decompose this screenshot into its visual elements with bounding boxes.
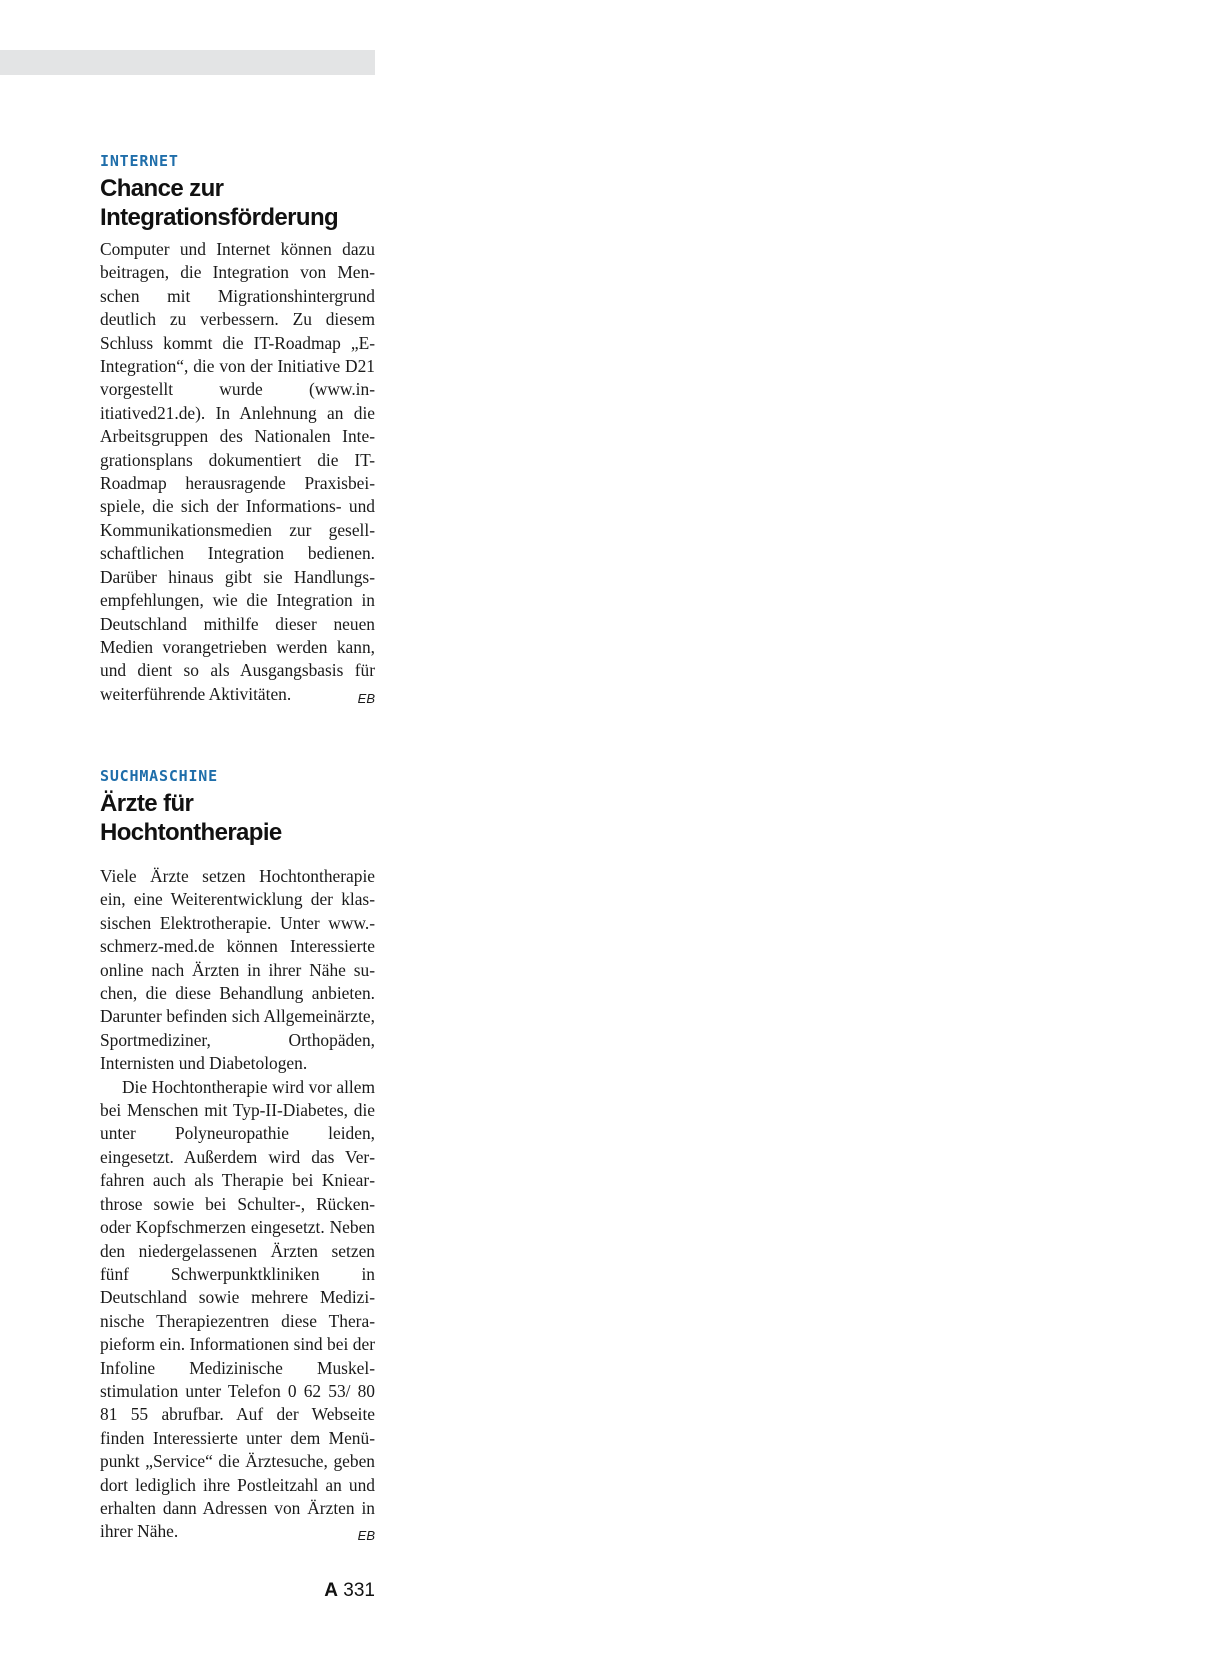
- author-signature: EB: [357, 1528, 375, 1544]
- page-number: [300, 1580, 375, 1602]
- article-kicker: SUCHMASCHINE: [100, 767, 218, 785]
- article-body-text: Computer und Internet können dazu beitragen, die Integration von Menschen mit Migrationshintergrund deutlich zu verbessern. Zu diesem Schluss kommt die IT-Roadmap „E-Integration“, die von der Initiative D21 vorgestellt wurde (www.initiatived21.de). In Anlehnung an die Arbeitsgruppen des Nationalen Integrationsplans dokumentiert die IT-Roadmap herausragende Praxisbeispiele, die sich der Informations- und Kommunikationsmedien zur gesellschaftlichen Integration bedienen. Darüber hinaus gibt sie Handlungsempfehlungen, wie die Integration in Deutschland mithilfe dieser neuen Medien vorangetrieben werden kann, und dient so als Ausgangsbasis für weiterführende Aktivitäten.: [100, 239, 375, 704]
- article-kicker: INTERNET: [100, 152, 179, 170]
- article-paragraph-1: Viele Ärzte setzen Hochtontherapie ein, eine Weiterentwicklung der klassischen Elektrotherapie. Unter www.schmerz-med.de können Interessierte online nach Ärzten in ihrer Nähe suchen, die diese Behandlung anbieten. Darunter befinden sich Allgemeinärzte, Sportmediziner, Orthopäden, Internisten und Diabetologen.: [100, 866, 375, 1074]
- article-paragraph-2: [100, 1076, 375, 1544]
- page-prefix: A: [324, 1580, 339, 1601]
- headline-line-2: Integrationsförderung: [100, 204, 339, 231]
- headline-line-2: Hochtontherapie: [100, 819, 282, 846]
- page-number-value: 331: [343, 1580, 375, 1601]
- article-headline: [100, 174, 375, 232]
- author-signature: EB: [357, 690, 375, 706]
- article-internet: [100, 152, 375, 710]
- article-paragraph-2-text: Die Hochtontherapie wird vor allem bei Menschen mit Typ-II-Diabetes, die unter Polyneuropathie leiden, eingesetzt. Außerdem wird das Verfahren auch als Therapie bei Kniearthrose sowie bei Schulter-, Rücken- oder Kopfschmerzen eingesetzt. Neben den niedergelassenen Ärzten setzen fünf Schwerpunktkliniken in Deutschland sowie mehrere Medizinische Therapiezentren diese Therapieform ein. Informationen sind bei der Infoline Medizinische Muskelstimulation unter Telefon 0 62 53/ 80 81 55 abrufbar. Auf der Webseite finden Interessierte unter dem Menüpunkt „Service“ die Ärztesuche, geben dort lediglich ihre Postleitzahl an und erhalten dann Adressen von Ärzten in ihrer Nähe.: [100, 1076, 375, 1542]
- headline-line-1: Chance zur: [100, 175, 224, 202]
- article-suchmaschine: [100, 767, 375, 1548]
- article-headline: [100, 789, 375, 847]
- headline-line-1: Ärzte für: [100, 790, 194, 817]
- article-body: [100, 238, 375, 706]
- header-bar: [0, 50, 375, 75]
